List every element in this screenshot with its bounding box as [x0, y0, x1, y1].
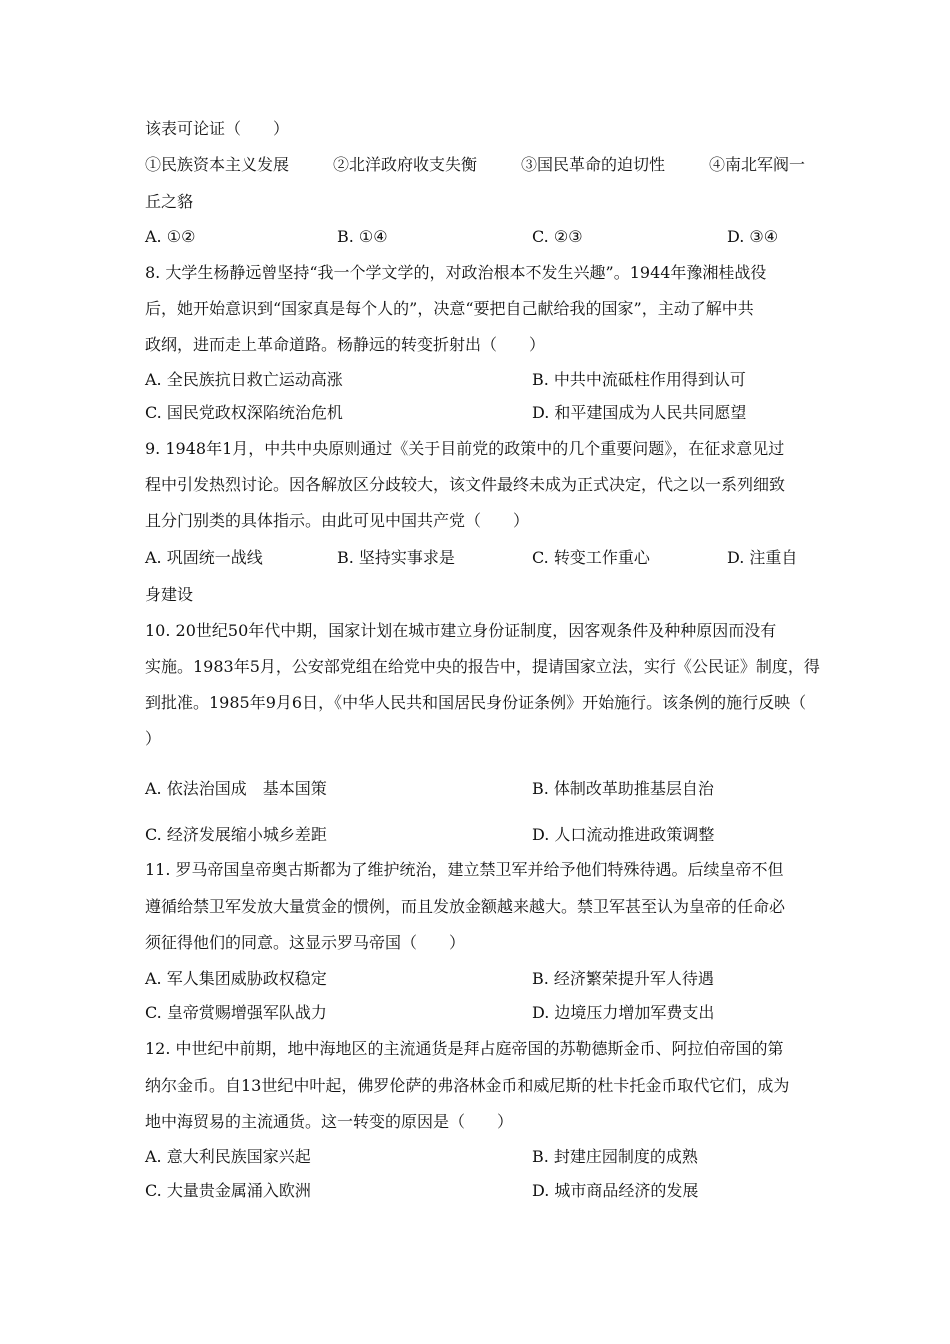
q9-option-c[interactable]: C. 转变工作重心 [532, 548, 650, 567]
q10-option-a[interactable]: A. 依法治国成 基本国策 [145, 779, 327, 798]
q11-stem-line-1: 11. 罗马帝国皇帝奥古斯都为了维护统治，建立禁卫军并给予他们特殊待遇。后续皇帝不但 [145, 860, 784, 879]
q12-stem-line-3: 地中海贸易的主流通货。这一转变的原因是（ ） [145, 1112, 514, 1131]
q7-statement-1: ①民族资本主义发展 [145, 155, 290, 174]
q12-stem-line-1: 12. 中世纪中前期，地中海地区的主流通货是拜占庭帝国的苏勒德斯金币、阿拉伯帝国的第 [145, 1039, 784, 1058]
q11-option-c[interactable]: C. 皇帝赏赐增强军队战力 [145, 1003, 327, 1022]
q10-option-d[interactable]: D. 人口流动推进政策调整 [532, 825, 715, 844]
q7-option-c[interactable]: C. ②③ [532, 227, 583, 246]
q10-option-b[interactable]: B. 体制改革助推基层自治 [532, 779, 714, 798]
q7-statement-4-tail: 丘之貉 [145, 192, 194, 211]
q7-statement-2: ②北洋政府收支失衡 [332, 155, 477, 174]
q8-option-c[interactable]: C. 国民党政权深陷统治危机 [145, 403, 343, 422]
q11-stem-line-3: 须征得他们的同意。这显示罗马帝国（ ） [145, 933, 466, 952]
q9-stem-line-1: 9. 1948年1月，中共中央原则通过《关于目前党的政策中的几个重要问题》，在征求意见过 [145, 439, 785, 458]
q11-option-d[interactable]: D. 边境压力增加军费支出 [532, 1003, 715, 1022]
q8-option-d[interactable]: D. 和平建国成为人民共同愿望 [532, 403, 747, 422]
q7-statements [145, 155, 805, 175]
q9-option-a[interactable]: A. 巩固统一战线 [145, 548, 263, 567]
q9-stem-line-2: 程中引发热烈讨论。因各解放区分歧较大，该文件最终未成为正式决定，代之以一系列细致 [145, 475, 786, 494]
q7-option-a[interactable]: A. ①② [145, 227, 196, 246]
q8-option-a[interactable]: A. 全民族抗日救亡运动高涨 [145, 370, 343, 389]
q7-stem-end: 该表可论证（ ） [145, 119, 290, 138]
q10-stem-line-3: 到批准。1985年9月6日，《中华人民共和国居民身份证条例》开始施行。该条例的施行反映（ [145, 693, 807, 712]
q11-option-b[interactable]: B. 经济繁荣提升军人待遇 [532, 969, 714, 988]
q12-option-c[interactable]: C. 大量贵金属涌入欧洲 [145, 1181, 311, 1200]
q8-stem-line-2: 后，她开始意识到“国家真是每个人的”，决意“要把自己献给我的国家”，主动了解中共 [145, 299, 754, 318]
q10-stem-line-4: ） [145, 729, 162, 748]
q9-option-b[interactable]: B. 坚持实事求是 [337, 548, 455, 567]
q12-option-a[interactable]: A. 意大利民族国家兴起 [145, 1147, 311, 1166]
q10-stem-line-2: 实施。1983年5月，公安部党组在给党中央的报告中，提请国家立法，实行《公民证》制度，得 [145, 657, 820, 676]
q10-stem-line-1: 10. 20世纪50年代中期，国家计划在城市建立身份证制度，因客观条件及种种原因而没有 [145, 621, 777, 640]
q12-option-d[interactable]: D. 城市商品经济的发展 [532, 1181, 699, 1200]
q7-option-d[interactable]: D. ③④ [727, 227, 779, 246]
q10-option-c[interactable]: C. 经济发展缩小城乡差距 [145, 825, 327, 844]
q9-option-d-tail: 身建设 [145, 585, 194, 604]
q12-option-b[interactable]: B. 封建庄园制度的成熟 [532, 1147, 698, 1166]
q7-statement-3: ③国民革命的迫切性 [520, 155, 665, 174]
q8-stem-line-3: 政纲，进而走上革命道路。杨静远的转变折射出（ ） [145, 335, 546, 354]
q12-stem-line-2: 纳尔金币。自13世纪中叶起，佛罗伦萨的弗洛林金币和威尼斯的杜卡托金币取代它们，成为 [145, 1076, 790, 1095]
q8-option-b[interactable]: B. 中共中流砥柱作用得到认可 [532, 370, 746, 389]
q9-stem-line-3: 且分门别类的具体指示。由此可见中国共产党（ ） [145, 511, 530, 530]
q7-option-b[interactable]: B. ①④ [337, 227, 388, 246]
q8-stem-line-1: 8. 大学生杨静远曾坚持“我一个学文学的，对政治根本不发生兴趣”。1944年豫湘桂战役 [145, 263, 767, 282]
q7-statement-4: ④南北军阀一 [708, 155, 805, 174]
q11-option-a[interactable]: A. 军人集团威胁政权稳定 [145, 969, 327, 988]
q11-stem-line-2: 遵循给禁卫军发放大量赏金的惯例，而且发放金额越来越大。禁卫军甚至认为皇帝的任命必 [145, 897, 786, 916]
q9-option-d[interactable]: D. 注重自 [727, 548, 798, 567]
